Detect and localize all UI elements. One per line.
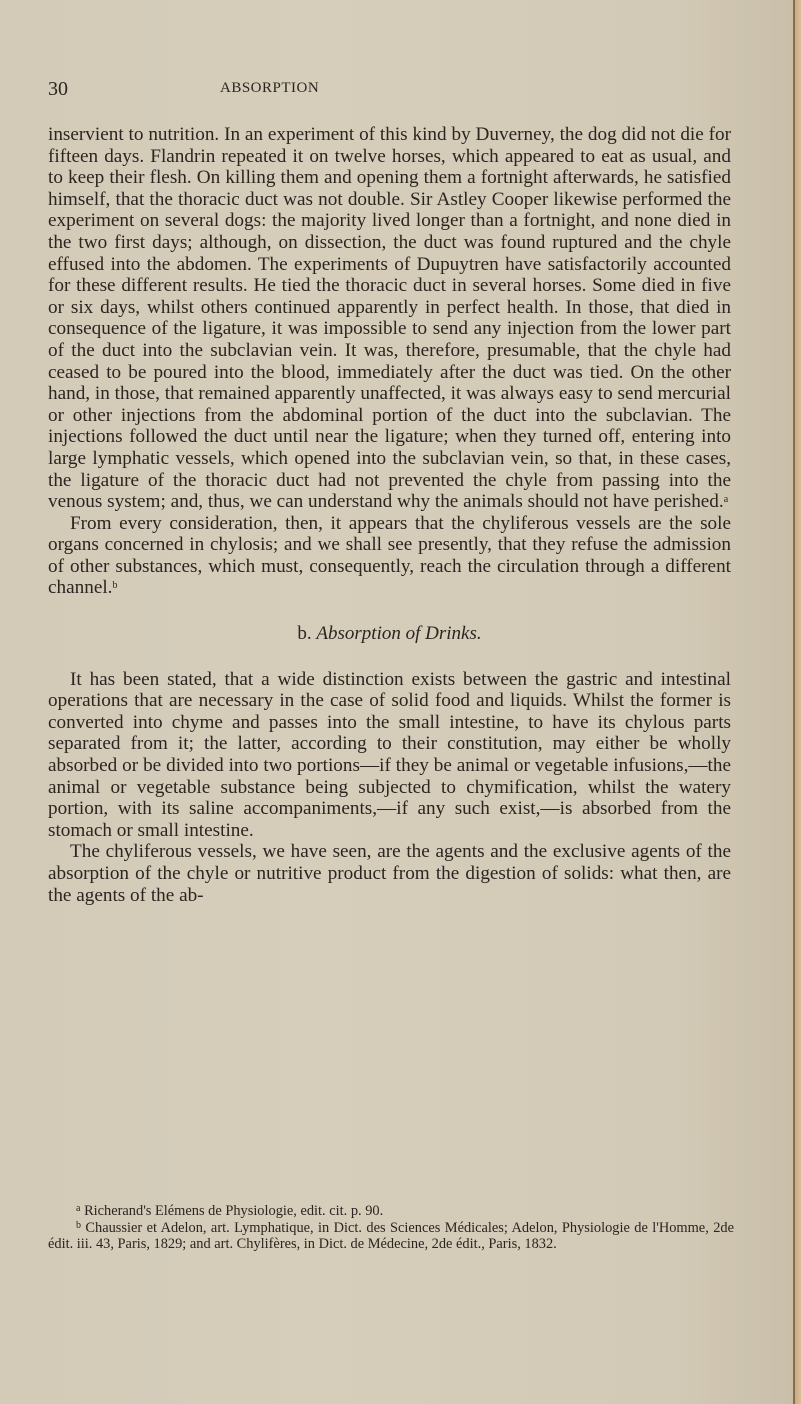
page-number: 30 — [48, 78, 68, 100]
footnote-ref-b: b — [112, 580, 118, 592]
page-edge-line — [793, 0, 795, 1404]
paragraph-text: inservient to nutrition. In an experiment of this kind by Duverney, the dog did not die for fifteen days. Flandrin repeated it on twelve horses, which appeared to eat as usual, and to keep their flesh. On killing them and opening them a fortnight afterwards, he satisfied himself, that the thoracic duct was not double. Sir Astley Cooper likewise performed the experiment on several dogs: the majority lived longer than a fortnight, and none died in the two first days; although, on dissection, the duct was found ruptured and the chyle effused into the abdomen. The experiments of Dupuytren have satisfactorily accounted for these different results. He tied the thoracic duct in several horses. Some died in five or six days, whilst others continued apparently in perfect health. In those, that died in consequence of the ligature, it was impossible to send any injection from the lower part of the duct into the subclavian vein. It was, therefore, presumable, that the chyle had ceased to be poured into the blood, immediately after the duct was tied. On the other hand, in those, that remained apparently unaffected, it was always easy to send mercurial or other injections from the abdominal portion of the duct into the subclavian. The injections followed the duct until near the ligature; when they turned off, entering into large lymphatic vessels, which opened into the subclavian vein, so that, in these cases, the ligature of the thoracic duct had not prevented the chyle from passing into the venous system; and, thus, we can understand why the animals should not have perished. — [48, 124, 731, 513]
section-marker: b. — [297, 623, 312, 645]
paragraph-2 — [48, 513, 731, 599]
paragraph-3: It has been stated, that a wide distinction exists between the gastric and intestinal operations that are necessary in the case of solid food and liquids. Whilst the former is converted into chyme and passes into the small intestine, to have its chylous parts separated from it; the latter, according to their constitution, may either be wholly absorbed or be divided into two portions—if they be animal or vegetable infusions,—the animal or vegetable substance being subjected to chymification, whilst the watery portion, with its saline accompaniments,—if any such exist,—is absorbed from the stomach or small intestine. — [48, 668, 731, 841]
footnote-marker: a — [76, 1203, 81, 1214]
main-text — [48, 124, 731, 906]
footnote-b — [48, 1220, 734, 1253]
paragraph-4: The chyliferous vessels, we have seen, are the agents and the exclusive agents of the absorption of the chyle or nutritive product from the digestion of solids: what then, are the agents of the ab- — [48, 841, 731, 906]
footnote-a — [48, 1203, 734, 1220]
footnote-marker: b — [76, 1219, 81, 1231]
footnote-text: Richerand's Elémens de Physiologie, edit. cit. p. 90. — [84, 1203, 384, 1219]
footnote-ref-a: a — [723, 494, 729, 506]
section-title: Absorption of Drinks. — [316, 623, 482, 645]
running-title: ABSORPTION — [220, 80, 320, 96]
section-heading — [48, 623, 731, 645]
paragraph-text: From every consideration, then, it appears that the chyliferous vessels are the sole organs concerned in chylosis; and we shall see presently, that they refuse the admission of other substances, which must, consequently, reach the circulation through a different channel. — [48, 512, 731, 599]
running-header — [48, 78, 728, 102]
paragraph-1 — [48, 124, 731, 513]
footnote-text: Chaussier et Adelon, art. Lymphatique, in Dict. des Sciences Médicales; Adelon, Physiologie de l'Homme, 2de édit. iii. 43, Paris, 1829; and art. Chylifères, in Dict. de Médecine, 2de édit., Paris, 1832. — [48, 1219, 734, 1253]
footnotes — [48, 1203, 734, 1253]
